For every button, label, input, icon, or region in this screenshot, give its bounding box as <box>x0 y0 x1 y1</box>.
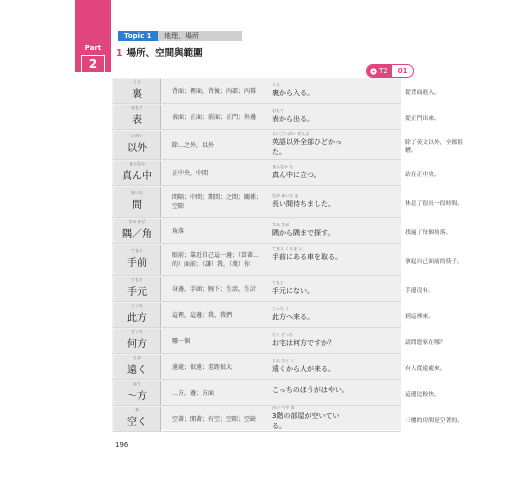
vocab-row <box>112 218 401 244</box>
example-ruby: てまえ くるま と <box>272 246 303 251</box>
word-ruby: どっち <box>131 329 143 334</box>
vocab-row <box>112 276 401 302</box>
part-tab <box>75 0 111 72</box>
word-ruby: うら <box>133 79 141 84</box>
word-ruby: あ <box>135 407 139 412</box>
vocab-row <box>112 406 401 432</box>
vocab-row <box>112 328 401 354</box>
example-ruby: えいごいがい ぜんぶ <box>272 131 310 136</box>
vocabulary-table <box>112 78 401 430</box>
vocab-word: 真ん中 <box>122 171 152 182</box>
meaning: 背面；裡面，背後；內部；內幕 <box>172 87 257 95</box>
word-ruby: おもて <box>131 105 143 110</box>
section-title-text: 場所、空間與範圍 <box>126 48 203 59</box>
translation: 除了英文以外，全都很糟。 <box>405 140 463 154</box>
meaning: 哪一個 <box>172 337 191 345</box>
vocab-word: 此方 <box>127 313 147 324</box>
vocab-word: 空く <box>127 417 147 428</box>
meaning: 身邊，手頭；腕下；生活，生計 <box>172 285 257 293</box>
vocab-row <box>112 302 401 328</box>
example-ruby: すみ さが <box>272 222 290 227</box>
translation: 有人從遠處來。 <box>405 366 446 372</box>
word-ruby: てまえ <box>131 248 143 253</box>
cd-icon <box>370 68 377 75</box>
example-ruby: たく どっち <box>272 332 294 337</box>
vocab-word: 表 <box>132 115 142 126</box>
part-label: Part <box>84 44 102 52</box>
topic-badge: Topic 1 <box>118 31 158 41</box>
example-ruby: こっち く <box>272 306 290 311</box>
example-ruby: なが あいだ ま <box>272 193 299 198</box>
translation: 這邊比較快。 <box>405 392 440 398</box>
word-ruby: とお <box>133 355 141 360</box>
cd-disc <box>367 65 392 77</box>
example-sentence: 隅から隅まで探す。 <box>272 229 335 237</box>
translation: 三樓的房間是空著的。 <box>405 418 463 424</box>
word-ruby: まんなか <box>129 161 145 166</box>
example-ruby: おもて <box>272 108 284 113</box>
example-sentence: お宅は何方ですか？ <box>272 339 335 347</box>
example-sentence: 裏から入る。 <box>272 89 314 97</box>
example-sentence: 3階の部屋が空いている。 <box>272 412 340 430</box>
meaning: 這裡，這邊；我，我們 <box>172 311 233 319</box>
translation: 站在正中央。 <box>405 172 440 178</box>
example-sentence: 手前にある車を取る。 <box>272 253 342 261</box>
topic-title: 地理、場所 <box>164 32 199 40</box>
translation-column <box>405 78 471 430</box>
vocab-word: 何方 <box>127 339 147 350</box>
meaning: 眼前；靠近自己這一邊；（當著…的）面前；（謙）我，（蔑）你 <box>172 252 260 268</box>
meaning: 空著；閒著；有空；空隙；空缺 <box>172 415 257 423</box>
meaning: 角落 <box>172 227 185 235</box>
vocab-word: 裏 <box>132 89 142 100</box>
vocab-word: 遠く <box>127 365 147 376</box>
example-sentence: こっちのほうがはやい。 <box>272 386 349 394</box>
vocab-row <box>112 130 401 160</box>
meaning: 除…之外，以外 <box>172 141 215 149</box>
vocab-row <box>112 78 401 104</box>
section-number: 1 <box>116 48 123 59</box>
vocab-row <box>112 186 401 218</box>
example-sentence: 此方へ来る。 <box>272 313 314 321</box>
example-sentence: 真ん中に立つ。 <box>272 171 321 179</box>
vocab-word: 間 <box>132 200 142 211</box>
vocab-word: 隅／角 <box>122 229 152 240</box>
example-sentence: 英語以外全部ひどかった。 <box>272 138 342 156</box>
page-number: 196 <box>115 441 129 449</box>
word-ruby: あいだ <box>131 190 143 195</box>
translation: 拿起自己面前的筷子。 <box>405 259 463 265</box>
section-title <box>116 45 203 59</box>
vocab-row <box>112 104 401 130</box>
example-ruby: かい へや あ <box>272 405 295 410</box>
vocab-row <box>112 380 401 406</box>
word-ruby: ほう <box>133 381 141 386</box>
vocab-word: 以外 <box>127 143 147 154</box>
translation: 手邊沒有。 <box>405 288 434 294</box>
translation: 到這裡來。 <box>405 314 434 320</box>
meaning: 正中央，中間 <box>172 169 209 177</box>
translation: 找遍了每個角落。 <box>405 230 452 236</box>
meaning: 間隔；中間；期間；之間；關係；空隙 <box>172 194 263 210</box>
word-ruby: すみ かど <box>128 219 146 224</box>
vocab-row <box>112 354 401 380</box>
vocab-word: 手前 <box>127 258 147 269</box>
meaning: 表面；正面；前面；正門；外邊 <box>172 113 257 121</box>
translation: 從背面進入。 <box>405 90 440 96</box>
track-number: 01 <box>397 67 408 75</box>
vocab-row <box>112 244 401 276</box>
meaning: 遠處；很遠；差距很大 <box>172 363 233 371</box>
example-sentence: 長い間待ちました。 <box>272 200 335 208</box>
vocab-word: 手元 <box>127 287 147 298</box>
translation: 休息了很長一段時間。 <box>405 201 463 207</box>
audio-track-badge[interactable] <box>366 64 414 78</box>
meaning: …方，邊；方面 <box>172 389 215 397</box>
example-sentence: 遠くから人が来る。 <box>272 365 335 373</box>
example-ruby: まんなか た <box>272 164 294 169</box>
track-disc-label: T2 <box>379 67 388 75</box>
example-sentence: 表から出る。 <box>272 115 314 123</box>
example-sentence: 手元にない。 <box>272 287 314 295</box>
translation: 從正門出來。 <box>405 116 440 122</box>
word-ruby: こっち <box>131 303 143 308</box>
row-separator <box>112 431 401 432</box>
translation: 請問您家在哪？ <box>405 340 446 346</box>
vocab-word: ～方 <box>127 391 147 402</box>
word-ruby: いがい <box>131 133 143 138</box>
word-ruby: てもと <box>131 277 143 282</box>
example-ruby: てもと <box>272 280 284 285</box>
example-ruby: とお ひと く <box>272 358 295 363</box>
part-number: 2 <box>81 55 105 73</box>
example-ruby: うら <box>272 82 280 87</box>
vocab-row <box>112 160 401 186</box>
